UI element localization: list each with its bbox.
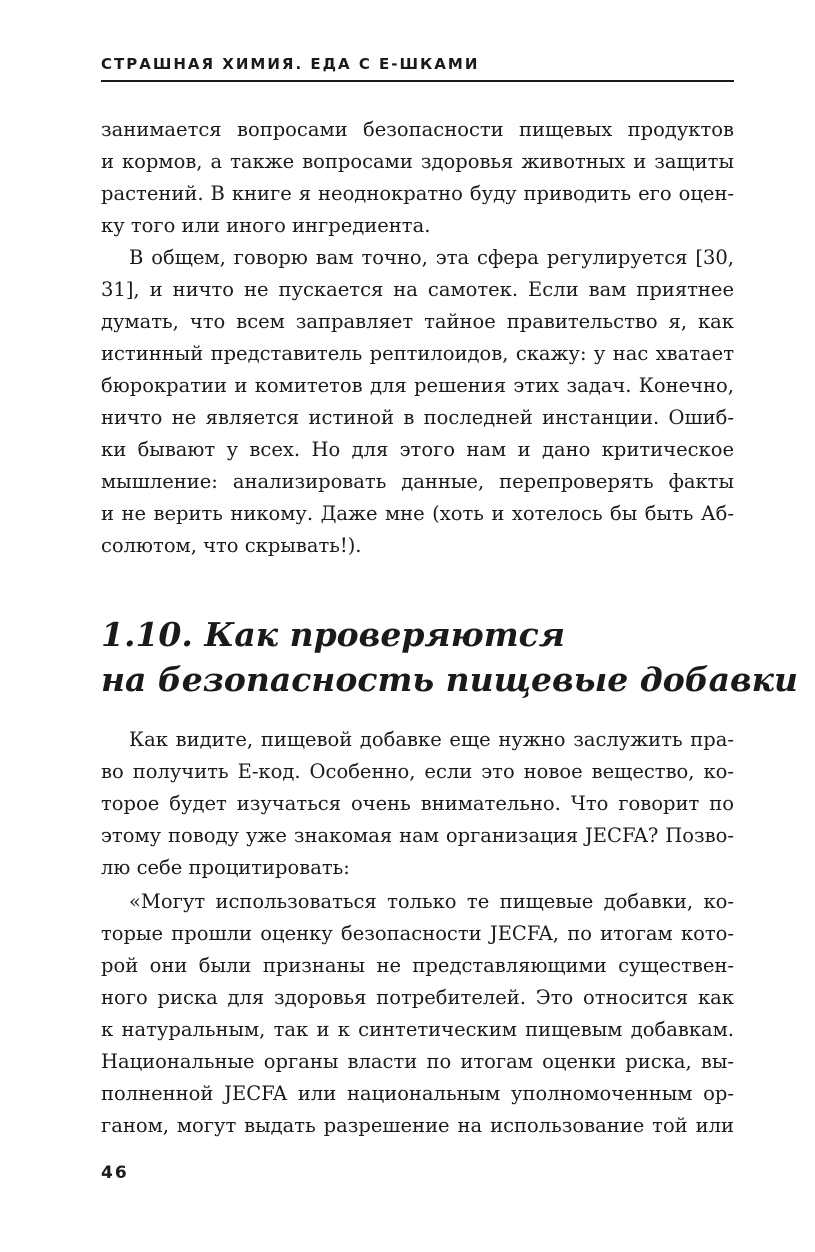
paragraph-line: ку того или иного ингредиента. <box>101 214 431 237</box>
paragraph-line: занимается вопросами безопасности пищевых продуктов <box>101 118 734 141</box>
paragraph-line: В общем, говорю вам точно, эта сфера регулируется [30, <box>129 246 734 269</box>
paragraph-line: ки бывают у всех. Но для этого нам и дано критическое <box>101 438 734 461</box>
paragraph-line: полненной JECFA или национальным уполномоченным ор- <box>101 1082 734 1105</box>
page-number: 46 <box>101 1163 129 1183</box>
paragraph-line: думать, что всем заправляет тайное правительство я, как <box>101 310 734 333</box>
paragraph-line: торое будет изучаться очень внимательно. Что говорит по <box>101 792 734 815</box>
paragraph-line: рой они были признаны не представляющими существен- <box>101 954 734 977</box>
paragraph-line: во получить Е-код. Особенно, если это новое вещество, ко- <box>101 760 734 783</box>
paragraph-line: «Могут использоваться только те пищевые добавки, ко- <box>129 890 734 913</box>
quote-paragraph <box>101 886 734 1142</box>
paragraph-line: ганом, могут выдать разрешение на использование той или <box>101 1114 734 1137</box>
paragraph-line: солютом, что скрывать!). <box>101 534 362 557</box>
paragraph-line: Как видите, пищевой добавке еще нужно заслужить пра- <box>129 728 734 751</box>
section-heading-line: на безопасность пищевые добавки <box>101 660 798 699</box>
header-divider <box>101 80 734 82</box>
paragraph-3 <box>101 724 734 884</box>
paragraph-line: к натуральным, так и к синтетическим пищевым добавкам. <box>101 1018 734 1041</box>
paragraph-line: 31], и ничто не пускается на самотек. Если вам приятнее <box>101 278 734 301</box>
paragraph-line: растений. В книге я неоднократно буду приводить его оцен- <box>101 182 734 205</box>
paragraph-line: бюрократии и комитетов для решения этих задач. Конечно, <box>101 374 734 397</box>
section-heading-line: 1.10. Как проверяются <box>101 615 565 654</box>
paragraph-line: мышление: анализировать данные, перепроверять факты <box>101 470 734 493</box>
paragraph-line: торые прошли оценку безопасности JECFA, по итогам кото- <box>101 922 734 945</box>
section-heading <box>101 612 798 702</box>
running-header: СТРАШНАЯ ХИМИЯ. ЕДА С Е-ШКАМИ <box>101 55 480 73</box>
paragraph-line: ного риска для здоровья потребителей. Это относится как <box>101 986 734 1009</box>
paragraph-line: Национальные органы власти по итогам оценки риска, вы- <box>101 1050 734 1073</box>
paragraph-line: этому поводу уже знакомая нам организация JECFA? Позво- <box>101 824 734 847</box>
paragraph-2 <box>101 242 734 562</box>
paragraph-1 <box>101 114 734 242</box>
paragraph-line: и кормов, а также вопросами здоровья животных и защиты <box>101 150 734 173</box>
paragraph-line: и не верить никому. Даже мне (хоть и хотелось бы быть Аб- <box>101 502 734 525</box>
paragraph-line: лю себе процитировать: <box>101 856 350 879</box>
paragraph-line: ничто не является истиной в последней инстанции. Ошиб- <box>101 406 734 429</box>
paragraph-line: истинный представитель рептилоидов, скажу: у нас хватает <box>101 342 734 365</box>
